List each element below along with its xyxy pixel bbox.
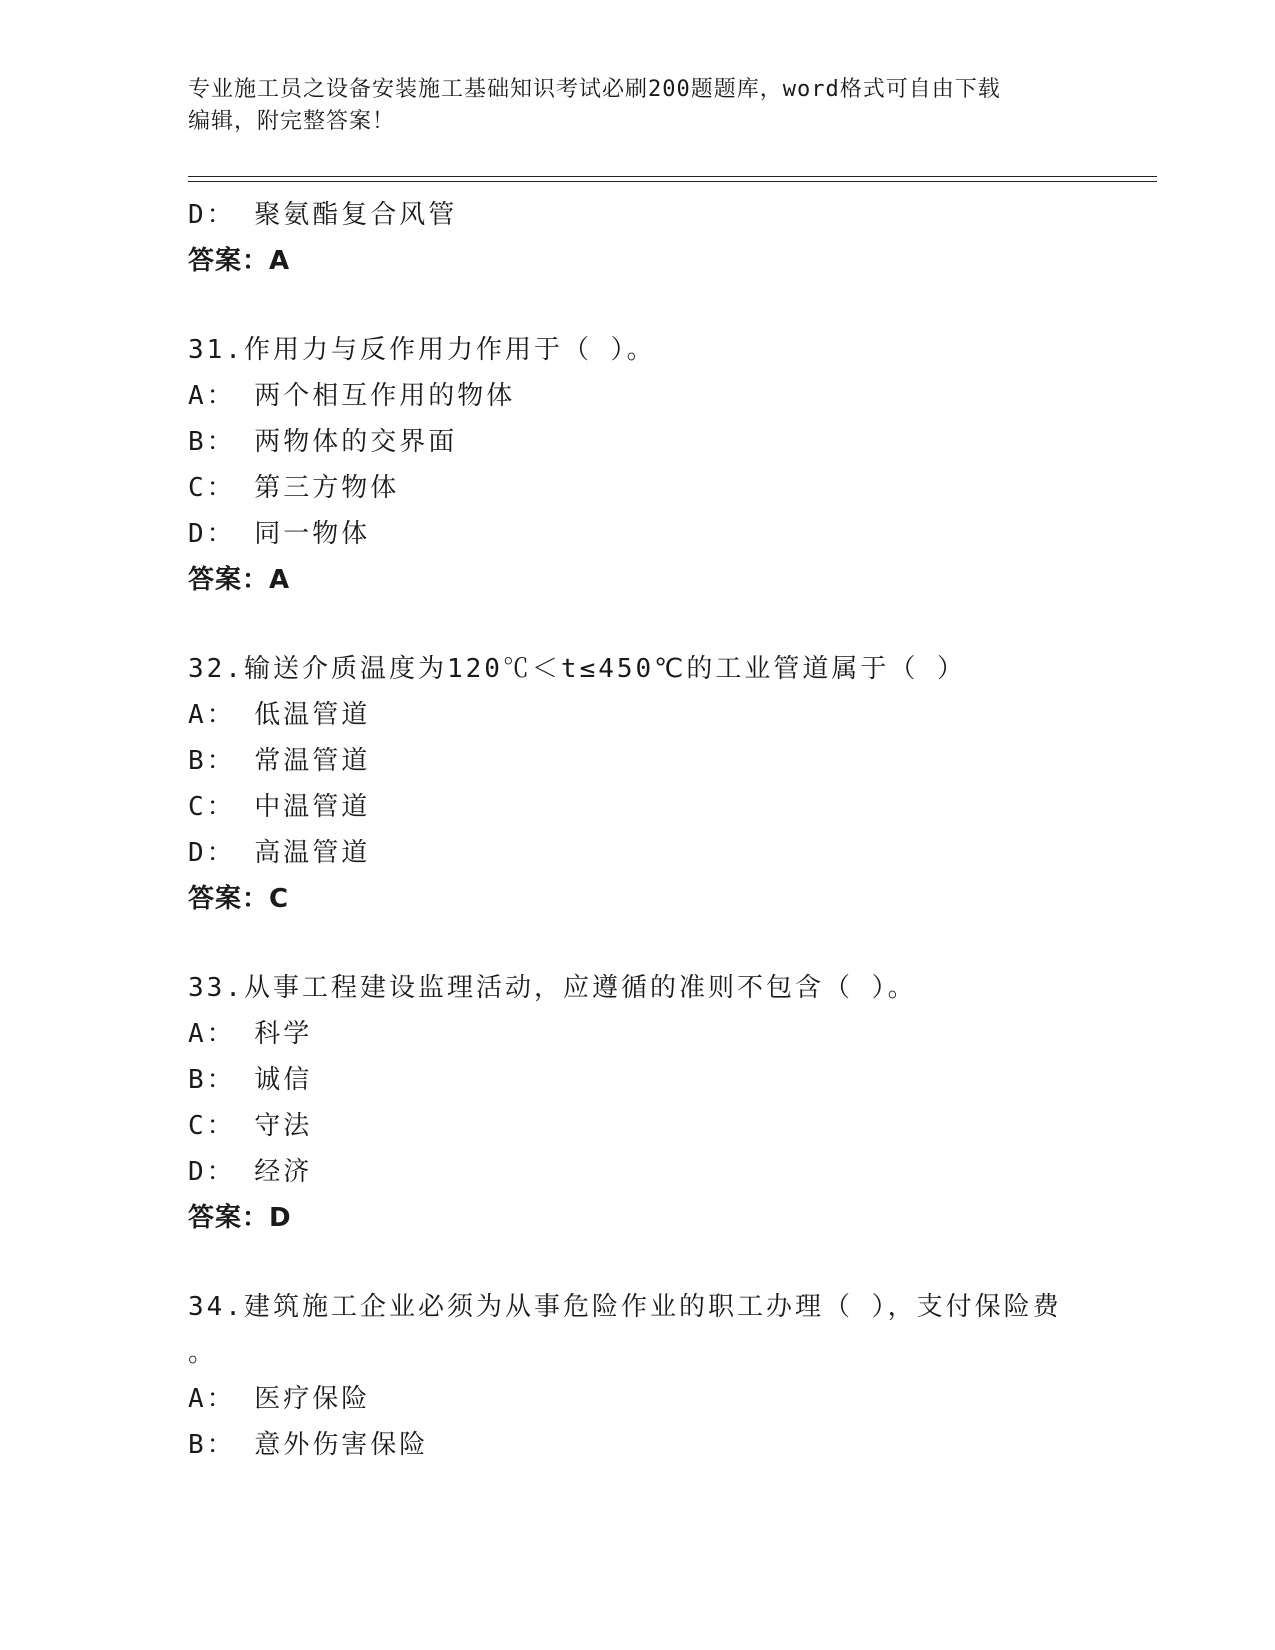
question-33-option-b: B： 诚信 bbox=[188, 1065, 313, 1095]
spacer bbox=[188, 922, 1088, 965]
question-33-option-a: A： 科学 bbox=[188, 1019, 313, 1049]
spacer bbox=[188, 284, 1088, 327]
question-32-option-a: A： 低温管道 bbox=[188, 700, 371, 730]
question-34-stem-continuation: 。 bbox=[188, 1338, 218, 1368]
question-32-stem: 32.输送介质温度为120℃＜t≤450℃的工业管道属于（ ） bbox=[188, 654, 967, 684]
question-33-option-d: D： 经济 bbox=[188, 1157, 313, 1187]
spacer bbox=[188, 603, 1088, 646]
header-divider-top bbox=[188, 176, 1157, 177]
prev-option-d: D： 聚氨酯复合风管 bbox=[188, 200, 458, 230]
question-33-option-c: C： 守法 bbox=[188, 1111, 313, 1141]
question-32-option-b: B： 常温管道 bbox=[188, 746, 371, 776]
question-34-option-b: B： 意外伤害保险 bbox=[188, 1430, 429, 1460]
question-32-option-d: D： 高温管道 bbox=[188, 838, 371, 868]
header-line-1: 专业施工员之设备安装施工基础知识考试必刷200题题库，word格式可自由下载 bbox=[188, 77, 1001, 102]
question-34-option-a: A： 医疗保险 bbox=[188, 1384, 371, 1414]
question-31-option-a: A： 两个相互作用的物体 bbox=[188, 381, 516, 411]
spacer bbox=[188, 1241, 1088, 1284]
header-divider-bottom bbox=[188, 181, 1157, 182]
question-33-stem: 33.从事工程建设监理活动，应遵循的准则不包含（ ）。 bbox=[188, 973, 917, 1003]
prev-answer: 答案：A bbox=[188, 246, 291, 276]
header-line-2: 编辑，附完整答案！ bbox=[188, 109, 396, 134]
question-31-option-b: B： 两物体的交界面 bbox=[188, 427, 458, 457]
question-list bbox=[188, 192, 1088, 1468]
question-31-answer: 答案：A bbox=[188, 565, 291, 595]
question-32-answer: 答案：C bbox=[188, 884, 290, 914]
question-31-option-d: D： 同一物体 bbox=[188, 519, 371, 549]
document-header bbox=[188, 74, 1088, 138]
question-34-stem: 34.建筑施工企业必须为从事危险作业的职工办理（ ），支付保险费 bbox=[188, 1292, 1062, 1322]
question-31-option-c: C： 第三方物体 bbox=[188, 473, 400, 503]
question-31-stem: 31.作用力与反作用力作用于（ ）。 bbox=[188, 335, 656, 365]
question-33-answer: 答案：D bbox=[188, 1203, 292, 1233]
question-32-option-c: C： 中温管道 bbox=[188, 792, 371, 822]
